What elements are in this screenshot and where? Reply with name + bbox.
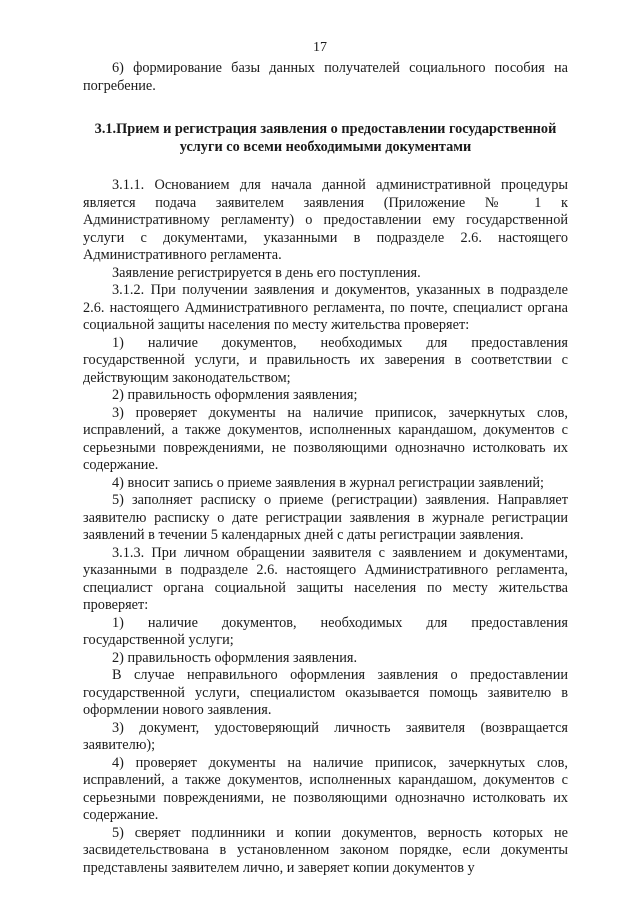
document-body xyxy=(83,60,568,877)
list-item: 1) наличие документов, необходимых для предоставления государственной услуги, и правильность их заверения в соответствии с действующим законодательством; xyxy=(83,334,568,386)
paragraph: 3.1.2. При получении заявления и документов, указанных в подразделе 2.6. настоящего Административного регламента, по почте, специалист органа социальной защиты населения по месту жительства проверяет: xyxy=(83,282,568,333)
paragraph: 6) формирование базы данных получателей социального пособия на погребение. xyxy=(83,60,568,94)
page-number: 17 xyxy=(313,40,327,55)
list-item: 5) сверяет подлинники и копии документов, верность которых не засвидетельствована в установленном законом порядке, если документы представлены заявителем лично, и заверяет копии документов у xyxy=(83,824,568,876)
list-item: 3) проверяет документы на наличие приписок, зачеркнутых слов, исправлений, а также документов, исполненных карандашом, документов с серьезными повреждениями, не позволяющими однозначно истолковать их содержание. xyxy=(83,404,568,473)
list-item: 2) правильность оформления заявления; xyxy=(112,387,358,403)
list-item: 1) наличие документов, необходимых для предоставления государственной услуги; xyxy=(83,614,568,648)
list-item: 3) документ, удостоверяющий личность заявителя (возвращается заявителю); xyxy=(83,719,568,753)
paragraph: Заявление регистрируется в день его поступления. xyxy=(112,264,421,281)
section-title: 3.1.Прием и регистрация заявления о предоставлении государственной услуги со всеми необходимыми документами xyxy=(94,121,557,155)
list-item: 4) проверяет документы на наличие приписок, зачеркнутых слов, исправлений, а также документов, исполненных карандашом, документов с серьезными повреждениями, не позволяющими однозначно истолковать их содержание. xyxy=(83,754,568,823)
list-item: 5) заполняет расписку о приеме (регистрации) заявления. Направляет заявителю расписку о дате регистрации заявления в журнале регистрации заявлений в течении 5 календарных дней с даты регистрации заявления. xyxy=(83,492,568,543)
paragraph: 3.1.3. При личном обращении заявителя с заявлением и документами, указанными в подразделе 2.6. настоящего Административного регламента, специалист органа социальной защиты населения по месту жительства проверяет: xyxy=(83,544,568,613)
list-item: 2) правильность оформления заявления. xyxy=(112,649,358,666)
paragraph: 3.1.1. Основанием для начала данной административной процедуры является подача заявителем заявления (Приложение № 1 к Административному регламенту) о предоставлении ему государственной услуги с документами, указанными в подразделе 2.6. настоящего Административного регламента. xyxy=(83,177,568,263)
list-item: 4) вносит запись о приеме заявления в журнал регистрации заявлений; xyxy=(112,474,544,491)
paragraph: В случае неправильного оформления заявления о предоставлении государственной услуги, специалистом оказывается помощь заявителю в оформлении нового заявления. xyxy=(83,667,568,718)
